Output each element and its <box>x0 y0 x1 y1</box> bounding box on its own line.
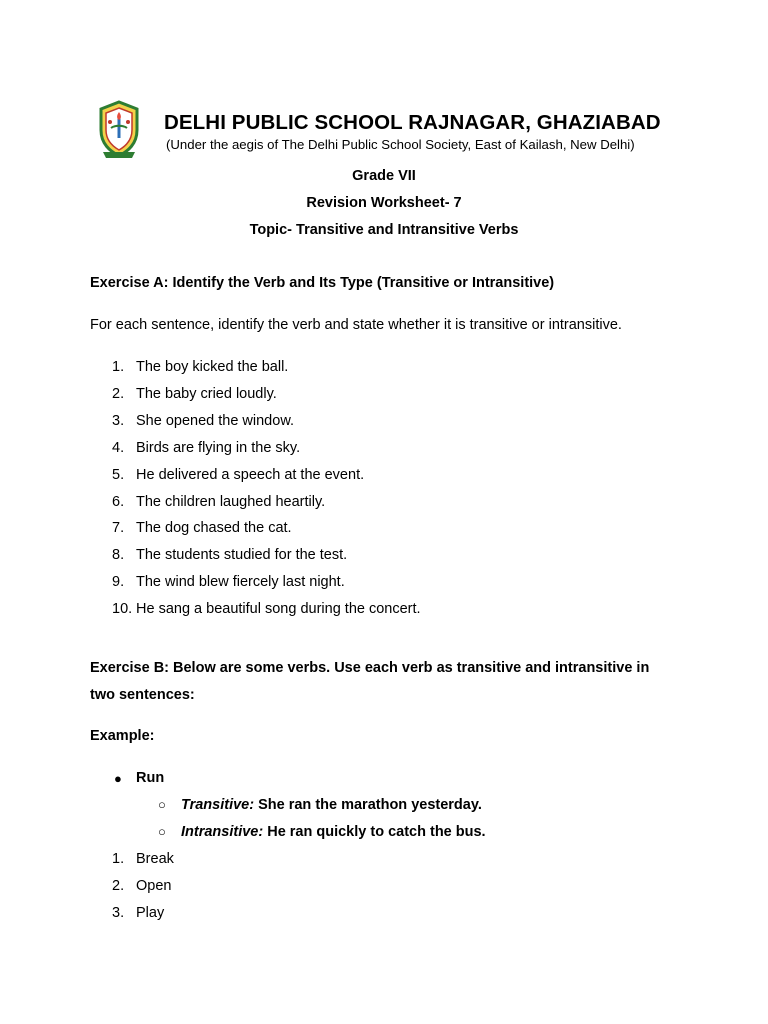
topic-heading: Topic- Transitive and Intransitive Verbs <box>249 222 519 238</box>
list-item-number: 1. <box>112 359 125 375</box>
list-item: The dog chased the cat. <box>136 520 292 536</box>
list-item: Open <box>136 878 172 894</box>
transitive-sentence: She ran the marathon yesterday. <box>254 797 482 813</box>
list-item-number: 7. <box>112 520 125 536</box>
school-name: DELHI PUBLIC SCHOOL RAJNAGAR, GHAZIABAD <box>164 111 661 134</box>
letterhead <box>93 100 675 162</box>
list-item: The boy kicked the ball. <box>136 359 289 375</box>
list-item-number: 1. <box>112 851 125 867</box>
example-verb: Run <box>136 770 165 786</box>
list-item-number: 5. <box>112 467 125 483</box>
exercise-a-instruction: For each sentence, identify the verb and state whether it is transitive or intransitive. <box>90 317 622 333</box>
list-item: He delivered a speech at the event. <box>136 467 365 483</box>
worksheet-heading: Revision Worksheet- 7 <box>306 195 462 211</box>
school-logo-icon <box>97 100 141 160</box>
bullet-icon: ● <box>114 771 122 786</box>
list-item: Birds are flying in the sky. <box>136 440 301 456</box>
hollow-bullet-icon: ○ <box>158 824 166 839</box>
example-transitive <box>181 797 482 813</box>
list-item: He sang a beautiful song during the concert. <box>136 601 421 617</box>
list-item: The wind blew fiercely last night. <box>136 574 345 590</box>
list-item-number: 9. <box>112 574 125 590</box>
list-item-number: 3. <box>112 413 125 429</box>
intransitive-label: Intransitive: <box>181 824 264 840</box>
exercise-a-heading: Exercise A: Identify the Verb and Its Type (Transitive or Intransitive) <box>90 275 555 291</box>
transitive-label: Transitive: <box>181 797 255 813</box>
list-item: Break <box>136 851 174 867</box>
intransitive-sentence: He ran quickly to catch the bus. <box>263 824 486 840</box>
example-label: Example: <box>90 728 155 744</box>
list-item: She opened the window. <box>136 413 295 429</box>
list-item-number: 10. <box>112 601 133 617</box>
list-item-number: 2. <box>112 386 125 402</box>
grade-heading: Grade VII <box>352 168 416 184</box>
hollow-bullet-icon: ○ <box>158 797 166 812</box>
list-item-number: 4. <box>112 440 125 456</box>
exercise-b-heading: Exercise B: Below are some verbs. Use each verb as transitive and intransitive in <box>90 660 650 676</box>
list-item-number: 8. <box>112 547 125 563</box>
list-item-number: 3. <box>112 905 125 921</box>
list-item: The students studied for the test. <box>136 547 348 563</box>
example-intransitive <box>181 824 486 840</box>
list-item: The baby cried loudly. <box>136 386 277 402</box>
list-item-number: 2. <box>112 878 125 894</box>
exercise-b-heading-cont: two sentences: <box>90 687 195 703</box>
list-item: Play <box>136 905 165 921</box>
list-item: The children laughed heartily. <box>136 494 326 510</box>
list-item-number: 6. <box>112 494 125 510</box>
school-subtitle: (Under the aegis of The Delhi Public School Society, East of Kailash, New Delhi) <box>166 137 635 152</box>
